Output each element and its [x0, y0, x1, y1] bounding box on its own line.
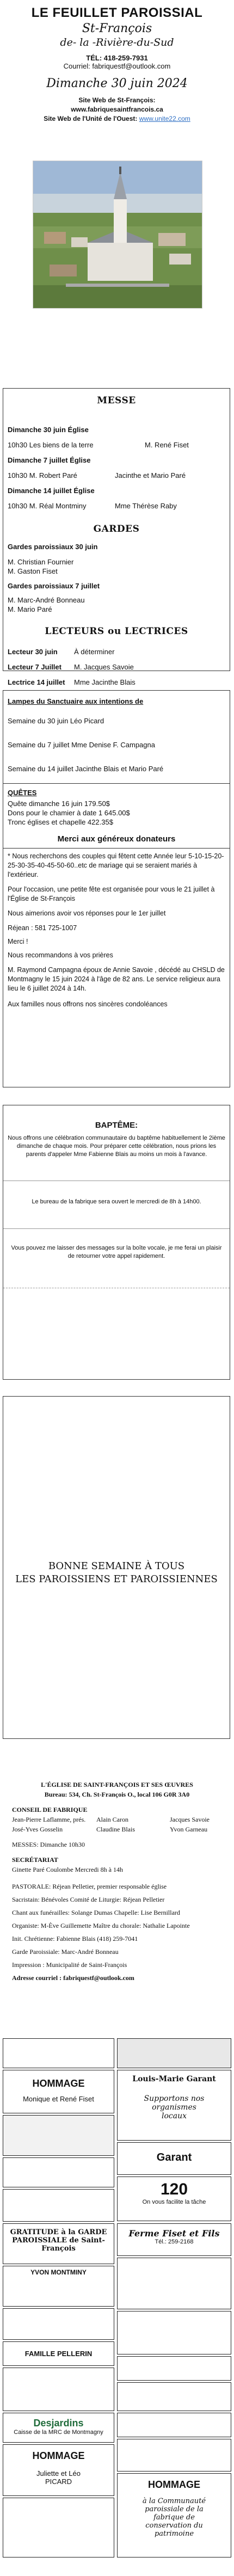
lampes-title: Lampes du Sanctuaire aux intentions de: [8, 697, 144, 705]
ferme-tel: Tél.: 259-2168: [155, 2239, 194, 2245]
ad-supportons: Supportons nos organismes locaux: [144, 2094, 205, 2120]
ad-lavoie: [117, 2356, 231, 2381]
garde-label: Gardes paroissiaux 30 juin: [8, 543, 98, 551]
ad-hommage-communaute: [117, 2473, 231, 2557]
conseil-member: Jean-Pierre Laflamme, prés.: [12, 1816, 86, 1823]
conseil-title: CONSEIL DE FABRIQUE: [12, 1806, 88, 1813]
lecteur-label: Lecteur 7 Juillet: [8, 663, 61, 671]
email: Courriel: fabriquestf@outlook.com: [63, 62, 171, 70]
responsable-line: Sacristain: Bénévoles Comité de Liturgie: Réjean Pelletier: [12, 1896, 165, 1903]
eglise-address: Bureau: 534, Ch. St-François O., local 106 G0R 3A0: [44, 1791, 190, 1798]
messe-left: Dimanche 30 juin Église: [8, 426, 89, 434]
garant-logo: Garant: [156, 2151, 192, 2163]
ad-jrm: [117, 2258, 231, 2309]
ad-louis-marie-name: Louis-Marie Garant: [132, 2075, 216, 2083]
announcements-box: [3, 690, 230, 1087]
ad-centre: [117, 2413, 231, 2437]
bapteme-box: [3, 1105, 230, 1380]
ad-blank: [3, 2498, 114, 2557]
desjardins-logo: Desjardins: [33, 2418, 84, 2429]
greeting-box: [3, 1396, 230, 1739]
parish-name: St-François: [82, 22, 152, 35]
hommage-name: Juliette et Léo PICARD: [36, 2469, 81, 2486]
desjardins-sub: Caisse de la MRC de Montmagny: [14, 2429, 103, 2436]
annonce-contact: Réjean : 581 725-1007: [8, 924, 77, 932]
ad-multiprojets: [3, 2308, 114, 2340]
separator: [3, 848, 230, 849]
lecteur-name: À déterminer: [74, 648, 115, 656]
annonce-prieres: Nous recommandons à vos prières: [8, 951, 113, 959]
eglise-title: L'ÉGLISE DE SAINT-FRANÇOIS ET SES ŒUVRES: [41, 1781, 193, 1788]
conseil-member: Claudine Blais: [96, 1825, 135, 1833]
web-url[interactable]: www.fabriquesaintfrancois.ca: [71, 106, 163, 113]
messe-left: 10h30 Les biens de la terre: [8, 441, 94, 449]
bureau-heures: Le bureau de la fabrique sera ouvert le mercredi de 8h à 14h00.: [32, 1198, 201, 1205]
garde-label: Gardes paroissiaux 7 juillet: [8, 582, 100, 590]
church-photo: [33, 161, 202, 309]
secretariat-title: SECRÉTARIAT: [12, 1856, 58, 1864]
messe-left: 10h30 M. Robert Paré: [8, 471, 77, 479]
messe-left: 10h30 M. Réal Montminy: [8, 502, 87, 510]
hommage-text: à la Communauté paroissiale de la fabrique de conservation du patrimoine: [142, 2497, 206, 2538]
separator: [3, 783, 230, 784]
messe-left: Dimanche 14 juillet Église: [8, 487, 95, 495]
ad-gratitude: [3, 2223, 114, 2264]
ad-hommage-picard: [3, 2444, 114, 2496]
ad-desjardins: [3, 2413, 114, 2443]
quete-line: Quête dimanche 16 juin 179.50$: [8, 800, 110, 808]
greeting-line2: LES PAROISSIENS ET PAROISSIENNES: [15, 1573, 218, 1585]
annonce-deces: M. Raymond Campagna époux de Annie Savoie , décédé au CHSLD de Montmagny le 15 juin 2024 à l'âge de 82 ans. Le service religieux aura lieu le 6 juillet 2024 à 14h.: [8, 966, 225, 992]
garde-line: M. Marc-André Bonneau: [8, 596, 85, 604]
ad-funeraire: [3, 2038, 114, 2068]
web-unite: [0, 114, 234, 124]
conseil-row: [0, 1815, 234, 1824]
boite-vocale: Vous pouvez me laisser des messages sur la boîte vocale, je me ferai un plaisir de retourner votre appel rapidement.: [11, 1245, 222, 1259]
conseil-member: Jacques Savoie: [170, 1816, 210, 1823]
garde-line: [3, 541, 230, 553]
secretariat: Ginette Paré Coulombe Mercredi 8h à 14h: [12, 1866, 123, 1873]
annonce-merci: Merci !: [8, 938, 28, 945]
ad-roy: [117, 2038, 231, 2068]
responsable-line: PASTORALE: Réjean Pelletier, premier responsable église: [12, 1883, 167, 1890]
responsable-line: Chant aux funérailles: Solange Dumas Chapelle: Lise Bernillard: [12, 1909, 180, 1916]
messes-horaire: MESSES: Dimanche 10h30: [12, 1841, 85, 1848]
quete-line: Tronc églises et chapelle 422.35$: [8, 818, 113, 826]
ad-qlm: [3, 2157, 114, 2187]
conseil-row: [0, 1824, 234, 1834]
ad-yvon-montminy: [3, 2266, 114, 2307]
ad-hommage-fiset: [3, 2070, 114, 2113]
garde-line: [3, 580, 230, 592]
conseil-member: José-Yves Gosselin: [12, 1825, 63, 1833]
ad-hotel: [117, 2382, 231, 2411]
lecteur-line: [3, 660, 230, 675]
lecteur-line: [3, 675, 230, 690]
conseil-member: Alain Caron: [96, 1816, 128, 1823]
messe-line: [3, 499, 230, 514]
church-info: [0, 1780, 234, 1984]
yvon-name: YVON MONTMINY: [30, 2268, 87, 2276]
annonce-reponses: Nous aimerions avoir vos réponses pour le 1er juillet: [8, 909, 166, 917]
greeting: [3, 1560, 230, 1586]
greeting-line1: BONNE SEMAINE À TOUS: [48, 1560, 185, 1572]
gratitude-text: GRATITUDE à la GARDE PAROISSIALE de Saint-François: [10, 2228, 107, 2253]
lecteurs-title: LECTEURS ou LECTRICES: [45, 626, 188, 637]
messe-line: [3, 483, 230, 499]
responsable-line: Organiste: M-Ève Guillemette Maître du chorale: Nathalie Lapointe: [12, 1922, 190, 1929]
famille-pellerin: FAMILLE PELLERIN: [24, 2350, 93, 2358]
responsable-line: Init. Chrétienne: Fabienne Blais (418) 259-7041: [12, 1935, 138, 1942]
messe-right: Mme Thérèse Raby: [115, 502, 177, 510]
ad-garant: [117, 2142, 231, 2175]
ad-louis-marie: [117, 2070, 231, 2141]
anniv-number: 120: [160, 2180, 188, 2198]
quete-line: Dons pour le chamier à date 1 645.00$: [8, 809, 130, 817]
ad-conseil: [3, 2368, 114, 2411]
bulletin-title: LE FEUILLET PAROISSIAL: [31, 5, 203, 20]
lecteur-label: Lecteur 30 juin: [8, 648, 58, 656]
separator: [3, 1228, 230, 1229]
web-label: Site Web de St-François:: [78, 96, 156, 104]
ad-famille-pellerin: [3, 2341, 114, 2366]
annonce-couples: * Nous recherchons des couples qui fêtent cette Année leur 5-10-15-20-25-30-35-40-45-50-60..etc de mariage qui se seraient mariés à l'extérieur.: [8, 852, 224, 878]
lecteur-line: [3, 644, 230, 660]
hommage-title: HOMMAGE: [148, 2479, 200, 2490]
hommage-name: Monique et René Fiset: [23, 2095, 94, 2103]
lampe-line: Semaine du 30 juin Léo Picard: [8, 717, 104, 725]
annonce-fete: Pour l'occasion, une petite fête est organisée pour vous le 21 juillet à l'Église de St-François: [8, 886, 215, 902]
annonce-condoleances: Aux familles nous offrons nos sincères condoléances: [8, 1000, 168, 1008]
hommage-title: HOMMAGE: [32, 2450, 85, 2461]
messes-title: MESSE: [97, 395, 136, 406]
quetes-title: QUÊTES: [8, 789, 37, 797]
responsables: [0, 1880, 234, 1984]
web-unite-url[interactable]: www.unite22.com: [139, 115, 190, 122]
bulletin-date: Dimanche 30 juin 2024: [46, 77, 188, 90]
ad-renee-samson: [3, 2189, 114, 2222]
ad-laurent: [117, 2439, 231, 2472]
messe-right: M. René Fiset: [145, 441, 189, 449]
responsable-line: Adresse courriel : fabriquestf@outlook.com: [12, 1974, 134, 1982]
ad-ferme-fiset: [117, 2223, 231, 2256]
conseil-member: Yvon Garneau: [170, 1825, 208, 1833]
phone: TÉL: 418-259-7931: [86, 54, 148, 62]
merci-donateurs: Merci aux généreux donateurs: [57, 834, 176, 844]
messe-right: Jacinthe et Mario Paré: [115, 471, 186, 479]
parish-subname: de- la -Rivière-du-Sud: [60, 36, 174, 48]
messe-line: [3, 453, 230, 468]
messe-line: [3, 422, 230, 438]
lecteur-name: Mme Jacinthe Blais: [74, 678, 136, 686]
ferme-name: Ferme Fiset et Fils: [128, 2228, 220, 2239]
web-unite-label: Site Web de l'Unité de l'Ouest:: [44, 115, 138, 122]
messe-left: Dimanche 7 juillet Église: [8, 456, 91, 464]
garde-line: M. Mario Paré: [8, 605, 52, 613]
garde-line: M. Christian Fournier: [8, 558, 74, 566]
ad-picard: [117, 2311, 231, 2354]
hommage-title: HOMMAGE: [32, 2078, 85, 2089]
header: [0, 0, 234, 133]
lecteur-label: Lectrice 14 juillet: [8, 678, 65, 686]
lecteur-name: M. Jacques Savoie: [74, 663, 134, 671]
ad-anniversaire: [117, 2177, 231, 2221]
gardes-title: GARDES: [93, 524, 140, 534]
messe-line: [3, 438, 230, 453]
bapteme-title: BAPTÊME:: [95, 1121, 138, 1130]
responsable-line: Garde Paroissiale: Marc-André Bonneau: [12, 1948, 119, 1956]
websites: [0, 96, 234, 124]
bapteme-text: Nous offrons une célébration communautaire du baptême habituellement le 2ième dimanche de chaque mois. Pour préparer cette célébration, nous prions les parents d'appeler Mme Fabienne Blais au moins un mois à l'avance.: [8, 1135, 225, 1158]
messe-line: [3, 468, 230, 483]
garde-line: M. Gaston Fiset: [8, 567, 58, 575]
lampe-line: Semaine du 14 juillet Jacinthe Blais et Mario Paré: [8, 765, 164, 773]
ad-constructions: [3, 2115, 114, 2156]
schedule-box: [3, 388, 230, 686]
lampe-line: Semaine du 7 juillet Mme Denise F. Campagna: [8, 741, 155, 749]
responsable-line: Impression : Municipalité de Saint-François: [12, 1961, 127, 1969]
anniv-sub: On vous facilite la tâche: [142, 2199, 206, 2205]
